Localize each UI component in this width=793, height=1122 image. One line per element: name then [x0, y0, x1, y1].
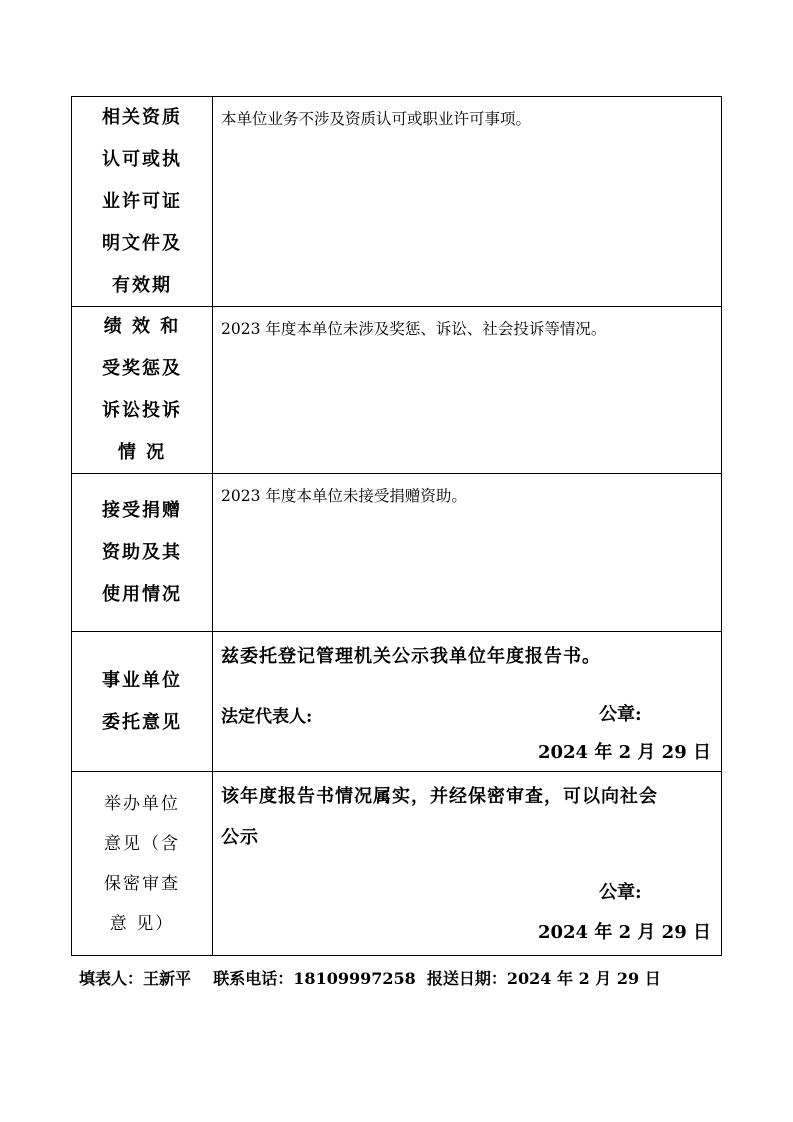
- sponsor-text-line1: 该年度报告书情况属实，并经保密审查，可以向社会: [221, 786, 658, 807]
- row-unit-commission: [72, 632, 721, 772]
- row-label: [72, 632, 213, 771]
- label-line: 绩 效 和: [103, 316, 181, 337]
- row-label: [72, 474, 213, 631]
- label-line: 资助及其: [102, 541, 182, 563]
- row-label: [72, 772, 213, 955]
- label-line: 事业单位: [102, 669, 182, 691]
- sponsor-date: 2024 年 2 月 29 日: [537, 922, 711, 943]
- label-line: 委托意见: [102, 711, 182, 733]
- row-performance: [72, 307, 721, 474]
- label-line: 情 况: [117, 442, 167, 463]
- row-content: [213, 772, 721, 955]
- label-line: 明文件及: [102, 232, 182, 254]
- footer: [79, 966, 661, 989]
- label-line: 保密审查: [104, 873, 180, 894]
- row-sponsor-opinion: [72, 772, 721, 955]
- label-line: 意见（含: [104, 833, 180, 854]
- row-content: [213, 632, 721, 771]
- label-line: 诉讼投诉: [102, 400, 182, 421]
- donation-text: 2023 年度本单位未接受捐赠资助。: [221, 487, 467, 505]
- label-line: 相关资质: [102, 106, 182, 128]
- label-line: 认可或执: [102, 148, 182, 170]
- commission-text: 兹委托登记管理机关公示我单位年度报告书。: [221, 646, 601, 667]
- label-line: 意 见）: [109, 913, 175, 934]
- label-line: 有效期: [112, 274, 172, 296]
- seal-label: 公章:: [599, 704, 642, 725]
- label-line: 受奖惩及: [102, 358, 182, 379]
- report-table: [71, 96, 722, 956]
- sponsor-text-line2: 公示: [221, 827, 259, 848]
- qualification-text: 本单位业务不涉及资质认可或职业许可事项。: [221, 110, 532, 128]
- legal-representative-label: 法定代表人:: [221, 707, 313, 727]
- filler-name: 填表人：王新平: [79, 969, 192, 988]
- row-qualification: [72, 97, 721, 307]
- row-label: [72, 307, 213, 473]
- seal-label: 公章:: [599, 882, 642, 903]
- row-content: [213, 307, 721, 473]
- commission-date: 2024 年 2 月 29 日: [537, 742, 711, 763]
- label-line: 举办单位: [104, 793, 180, 814]
- label-line: 业许可证: [102, 190, 182, 212]
- report-date: 报送日期：2024 年 2 月 29 日: [426, 969, 661, 988]
- label-line: 使用情况: [102, 583, 182, 605]
- row-content: [213, 474, 721, 631]
- label-line: 接受捐赠: [102, 499, 182, 521]
- row-label: [72, 97, 213, 306]
- row-donation: [72, 474, 721, 632]
- performance-text: 2023 年度本单位未涉及奖惩、诉讼、社会投诉等情况。: [221, 320, 607, 338]
- contact-phone: 联系电话：18109997258: [213, 969, 416, 988]
- row-content: [213, 97, 721, 306]
